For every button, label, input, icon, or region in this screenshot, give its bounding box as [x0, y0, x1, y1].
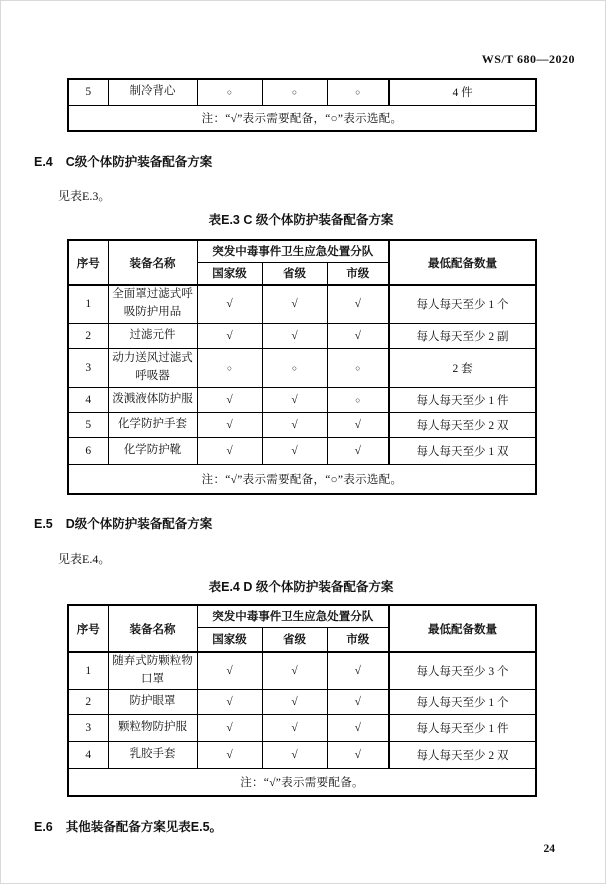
municipal-mark-cell: √	[327, 689, 389, 714]
section-heading-e4	[34, 152, 212, 170]
table-e3	[67, 239, 537, 495]
municipal-mark-cell: ○	[327, 348, 389, 387]
equipment-name-cell: 化学防护靴	[108, 437, 197, 464]
header-national: 国家级	[197, 262, 262, 285]
provincial-mark-cell: √	[262, 323, 327, 348]
table-e4	[67, 604, 537, 797]
seq-cell: 2	[68, 323, 108, 348]
equipment-name-cell: 乳胶手套	[108, 741, 197, 768]
equipment-name-cell: 制冷背心	[108, 79, 197, 105]
municipal-mark-cell: √	[327, 285, 389, 323]
table-note: 注：“√”表示需要配备。	[68, 768, 536, 796]
section-heading-e5	[34, 514, 212, 532]
quantity-cell: 每人每天至少 1 个	[389, 285, 536, 323]
table-note: 注：“√”表示需要配备，“○”表示选配。	[68, 464, 536, 494]
seq-cell: 5	[68, 412, 108, 437]
provincial-mark-cell: √	[262, 714, 327, 741]
table-e4-caption: 表E.4 D 级个体防护装备配备方案	[208, 580, 394, 594]
table-note-row	[68, 105, 536, 131]
municipal-mark-cell: √	[327, 741, 389, 768]
national-mark-cell: √	[197, 285, 262, 323]
national-mark-cell: √	[197, 689, 262, 714]
table-prev-continuation	[67, 78, 537, 132]
quantity-cell: 每人每天至少 1 个	[389, 689, 536, 714]
national-mark-cell: √	[197, 437, 262, 464]
municipal-mark-cell: √	[327, 323, 389, 348]
provincial-mark-cell: ○	[262, 348, 327, 387]
municipal-mark-cell: ○	[327, 79, 389, 105]
seq-cell: 4	[68, 741, 108, 768]
table-e3-caption: 表E.3 C 级个体防护装备配备方案	[208, 213, 394, 227]
municipal-mark-cell: √	[327, 437, 389, 464]
seq-cell: 4	[68, 387, 108, 412]
seq-cell: 3	[68, 714, 108, 741]
header-quantity: 最低配备数量	[389, 605, 536, 652]
header-provincial: 省级	[262, 262, 327, 285]
seq-cell: 1	[68, 285, 108, 323]
provincial-mark-cell: √	[262, 285, 327, 323]
header-municipal: 市级	[327, 627, 389, 652]
provincial-mark-cell: √	[262, 412, 327, 437]
seq-cell: 1	[68, 652, 108, 689]
equipment-name-cell: 泼溅液体防护服	[108, 387, 197, 412]
header-name: 装备名称	[108, 605, 197, 652]
header-seq: 序号	[68, 240, 108, 285]
provincial-mark-cell: √	[262, 387, 327, 412]
municipal-mark-cell: √	[327, 714, 389, 741]
quantity-cell: 每人每天至少 1 双	[389, 437, 536, 464]
doc-number: WS/T 680—2020	[481, 52, 575, 66]
national-mark-cell: √	[197, 387, 262, 412]
section-title: 其他装备配备方案见表E.5。	[65, 820, 223, 834]
equipment-name-cell: 颗粒物防护服	[108, 714, 197, 741]
equipment-name-cell: 动力送风过滤式呼吸器	[108, 348, 197, 387]
quantity-cell: 每人每天至少 2 双	[389, 741, 536, 768]
national-mark-cell: √	[197, 412, 262, 437]
quantity-cell: 每人每天至少 1 件	[389, 387, 536, 412]
intro-line-e4: 见表E.3。	[58, 189, 111, 203]
national-mark-cell: √	[197, 323, 262, 348]
municipal-mark-cell: ○	[327, 387, 389, 412]
seq-cell: 2	[68, 689, 108, 714]
national-mark-cell: ○	[197, 79, 262, 105]
seq-cell: 6	[68, 437, 108, 464]
header-provincial: 省级	[262, 627, 327, 652]
equipment-name-cell: 防护眼罩	[108, 689, 197, 714]
table-row	[68, 714, 536, 741]
section-number: E.6	[34, 820, 53, 834]
provincial-mark-cell: √	[262, 437, 327, 464]
table-row	[68, 285, 536, 323]
header-name: 装备名称	[108, 240, 197, 285]
municipal-mark-cell: √	[327, 652, 389, 689]
quantity-cell: 每人每天至少 2 副	[389, 323, 536, 348]
table-note-row	[68, 768, 536, 796]
table-row	[68, 689, 536, 714]
header-quantity: 最低配备数量	[389, 240, 536, 285]
header-seq: 序号	[68, 605, 108, 652]
section-title: C级个体防护装备配备方案	[65, 155, 213, 169]
table-note: 注：“√”表示需要配备，“○”表示选配。	[68, 105, 536, 131]
quantity-cell: 4 件	[389, 79, 536, 105]
header-national: 国家级	[197, 627, 262, 652]
quantity-cell: 2 套	[389, 348, 536, 387]
quantity-cell: 每人每天至少 1 件	[389, 714, 536, 741]
provincial-mark-cell: √	[262, 741, 327, 768]
header-team-group: 突发中毒事件卫生应急处置分队	[197, 605, 389, 627]
section-heading-e6	[34, 817, 222, 835]
table-row	[68, 79, 536, 105]
section-number: E.5	[34, 517, 53, 531]
provincial-mark-cell: √	[262, 652, 327, 689]
header-municipal: 市级	[327, 262, 389, 285]
table-row	[68, 741, 536, 768]
national-mark-cell: √	[197, 741, 262, 768]
table-row	[68, 323, 536, 348]
intro-line-e5: 见表E.4。	[58, 552, 111, 566]
national-mark-cell: ○	[197, 348, 262, 387]
provincial-mark-cell: ○	[262, 79, 327, 105]
quantity-cell: 每人每天至少 3 个	[389, 652, 536, 689]
seq-cell: 5	[68, 79, 108, 105]
seq-cell: 3	[68, 348, 108, 387]
national-mark-cell: √	[197, 652, 262, 689]
municipal-mark-cell: √	[327, 412, 389, 437]
page-number: 24	[543, 843, 555, 855]
equipment-name-cell: 随弃式防颗粒物口罩	[108, 652, 197, 689]
equipment-name-cell: 过滤元件	[108, 323, 197, 348]
national-mark-cell: √	[197, 714, 262, 741]
provincial-mark-cell: √	[262, 689, 327, 714]
table-row	[68, 348, 536, 387]
table-row	[68, 437, 536, 464]
table-row	[68, 652, 536, 689]
table-header-row-1	[68, 605, 536, 627]
header-team-group: 突发中毒事件卫生应急处置分队	[197, 240, 389, 262]
table-header-row-1	[68, 240, 536, 262]
section-number: E.4	[34, 155, 53, 169]
equipment-name-cell: 化学防护手套	[108, 412, 197, 437]
table-note-row	[68, 464, 536, 494]
equipment-name-cell: 全面罩过滤式呼吸防护用品	[108, 285, 197, 323]
quantity-cell: 每人每天至少 2 双	[389, 412, 536, 437]
table-row	[68, 387, 536, 412]
table-row	[68, 412, 536, 437]
section-title: D级个体防护装备配备方案	[65, 517, 213, 531]
